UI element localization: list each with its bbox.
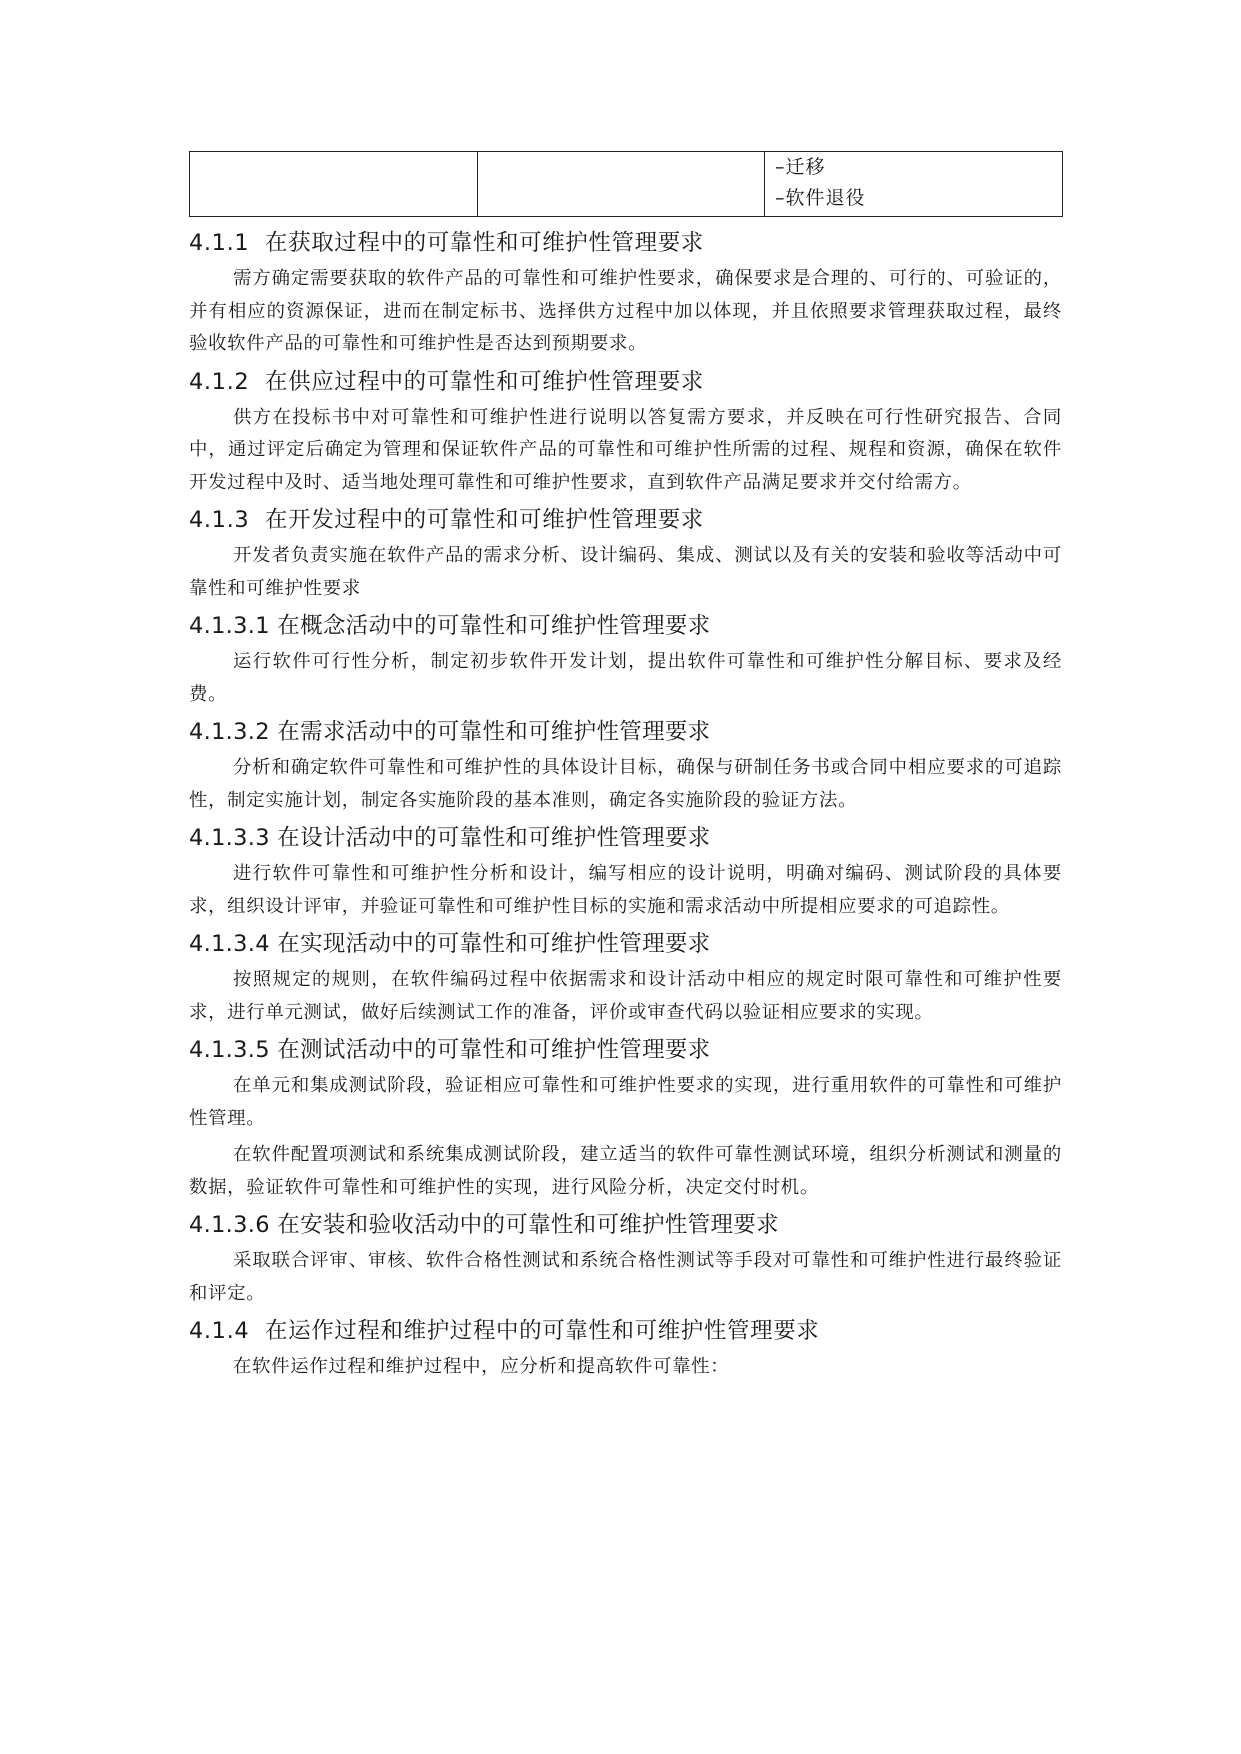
section-title: 在开发过程中的可靠性和可维护性管理要求 [265, 507, 704, 533]
body-paragraph: 按照规定的规则，在软件编码过程中依据需求和设计活动中相应的规定时限可靠性和可维护性要求，进行单元测试，做好后续测试工作的准备，评价或审查代码以验证相应要求的实现。 [189, 969, 1062, 1023]
body-paragraph: 采取联合评审、审核、软件合格性测试和系统合格性测试等手段对可靠性和可维护性进行最终验证和评定。 [189, 1250, 1062, 1304]
table-cell-1 [190, 152, 478, 217]
body-paragraph: 在软件运作过程和维护过程中，应分析和提高软件可靠性： [233, 1356, 730, 1377]
table-cell-3 [765, 152, 1063, 217]
body-paragraph: 在软件配置项测试和系统集成测试阶段，建立适当的软件可靠性测试环境，组织分析测试和测量的数据，验证软件可靠性和可维护性的实现，进行风险分析，决定交付时机。 [189, 1144, 1062, 1198]
section-number: 4.1.2 [189, 368, 250, 395]
section-heading [189, 226, 1062, 260]
section-title: 在供应过程中的可靠性和可维护性管理要求 [265, 368, 704, 395]
section-title: 在获取过程中的可靠性和可维护性管理要求 [265, 230, 704, 256]
section-title: 在运作过程和维护过程中的可靠性和可维护性管理要求 [265, 1318, 820, 1344]
section-heading [189, 365, 1062, 399]
subsection-heading: 4.1.3.6 在安装和验收活动中的可靠性和可维护性管理要求 [189, 1212, 779, 1238]
section-heading [189, 503, 1062, 537]
table-row [190, 152, 1063, 217]
body-paragraph: 进行软件可靠性和可维护性分析和设计，编写相应的设计说明，明确对编码、测试阶段的具体要求，组织设计评审，并验证可靠性和可维护性目标的实施和需求活动中所提相应要求的可追踪性。 [189, 863, 1062, 917]
table-cell-line: –软件退役 [775, 187, 866, 209]
subsection-heading: 4.1.3.1 在概念活动中的可靠性和可维护性管理要求 [189, 613, 711, 639]
section-number: 4.1.1 [189, 230, 250, 256]
subsection-heading: 4.1.3.5 在测试活动中的可靠性和可维护性管理要求 [189, 1037, 711, 1063]
subsection-heading: 4.1.3.3 在设计活动中的可靠性和可维护性管理要求 [189, 825, 711, 851]
body-paragraph: 分析和确定软件可靠性和可维护性的具体设计目标，确保与研制任务书或合同中相应要求的可追踪性，制定实施计划，制定各实施阶段的基本准则，确定各实施阶段的验证方法。 [189, 757, 1062, 811]
body-paragraph: 需方确定需要获取的软件产品的可靠性和可维护性要求，确保要求是合理的、可行的、可验证的，并有相应的资源保证，进而在制定标书、选择供方过程中加以体现，并且依照要求管理获取过程，最终验收软件产品的可靠性和可维护性是否达到预期要求。 [189, 268, 1062, 354]
section-number: 4.1.3 [189, 507, 250, 533]
continued-table [189, 151, 1063, 217]
body-paragraph: 在单元和集成测试阶段，验证相应可靠性和可维护性要求的实现，进行重用软件的可靠性和可维护性管理。 [189, 1075, 1062, 1129]
subsection-heading: 4.1.3.2 在需求活动中的可靠性和可维护性管理要求 [189, 719, 711, 745]
section-number: 4.1.4 [189, 1318, 250, 1344]
body-paragraph: 开发者负责实施在软件产品的需求分析、设计编码、集成、测试以及有关的安装和验收等活动中可靠性和可维护性要求 [189, 545, 1062, 599]
section-heading [189, 1314, 1062, 1348]
document-body [189, 226, 1062, 1388]
body-paragraph: 运行软件可行性分析，制定初步软件开发计划，提出软件可靠性和可维护性分解目标、要求及经费。 [189, 651, 1062, 705]
body-paragraph: 供方在投标书中对可靠性和可维护性进行说明以答复需方要求，并反映在可行性研究报告、合同中，通过评定后确定为管理和保证软件产品的可靠性和可维护性所需的过程、规程和资源，确保在软件开发过程中及时、适当地处理可靠性和可维护性要求，直到软件产品满足要求并交付给需方。 [189, 406, 1062, 493]
table-cell-2 [478, 152, 765, 217]
table-cell-line: –迁移 [775, 156, 826, 178]
subsection-heading: 4.1.3.4 在实现活动中的可靠性和可维护性管理要求 [189, 931, 711, 957]
